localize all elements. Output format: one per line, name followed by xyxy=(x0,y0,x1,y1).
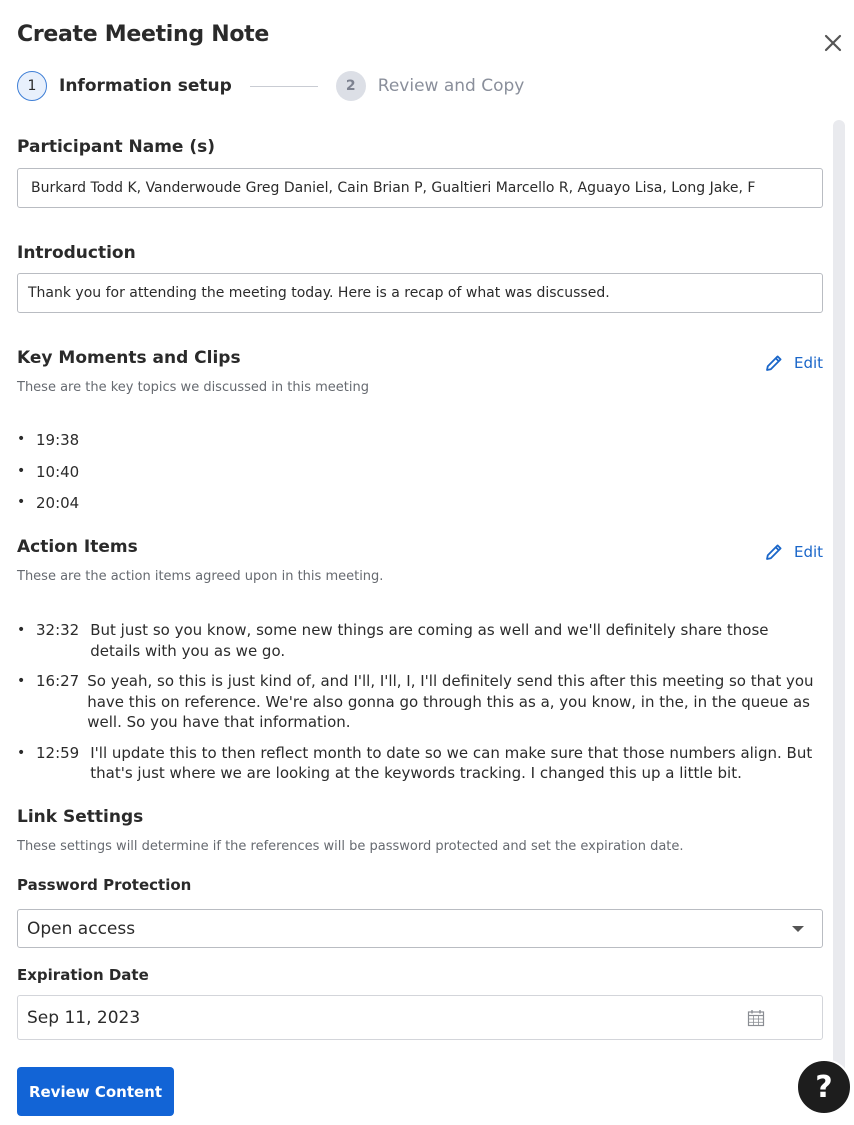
list-item[interactable]: • 10:40 xyxy=(17,462,80,481)
pencil-icon xyxy=(764,542,784,562)
step-1-number: 1 xyxy=(17,71,47,101)
action-timestamp: 16:27 xyxy=(36,672,80,690)
expiration-date-value: Sep 11, 2023 xyxy=(27,1007,141,1028)
step-2-label: Review and Copy xyxy=(377,76,525,96)
scrollbar[interactable] xyxy=(833,120,845,1080)
clip-timestamp: 20:04 xyxy=(36,494,80,512)
password-protection-value: Open access xyxy=(27,918,136,939)
link-settings-subtitle: These settings will determine if the references will be password protected and set the expiration date. xyxy=(17,839,684,854)
list-item[interactable]: • 12:59 I'll update this to then reflect month to date so we can make sure that those numbers align. But that's just where we are looking at the keywords tracking. I changed this up a little bit. xyxy=(17,743,817,784)
action-text: I'll update this to then reflect month to date so we can make sure that those numbers align. But that's just where we are looking at the keywords tracking. I changed this up a little bit. xyxy=(90,743,813,782)
action-items-edit-label: Edit xyxy=(794,543,824,561)
review-content-button[interactable]: Review Content xyxy=(17,1067,174,1116)
list-item[interactable]: • 32:32 But just so you know, some new things are coming as well and we'll definitely share those details with you as we go. xyxy=(17,620,817,661)
introduction-input[interactable]: Thank you for attending the meeting today. Here is a recap of what was discussed. xyxy=(17,273,823,313)
action-timestamp: 12:59 xyxy=(36,743,80,762)
step-2-number: 2 xyxy=(336,71,366,101)
dialog-title: Create Meeting Note xyxy=(17,22,269,47)
action-items-subtitle: These are the action items agreed upon in this meeting. xyxy=(17,569,384,584)
key-moments-edit-button[interactable] xyxy=(764,353,823,373)
clip-timestamp: 10:40 xyxy=(36,462,80,481)
pencil-icon xyxy=(764,353,784,373)
action-text: But just so you know, some new things are coming as well and we'll definitely share those details with you as we go. xyxy=(90,621,769,660)
password-protection-select[interactable] xyxy=(17,909,823,948)
list-item[interactable]: • 19:38 xyxy=(17,431,80,449)
key-moments-title: Key Moments and Clips xyxy=(17,348,241,368)
step-connector xyxy=(250,86,318,87)
action-items-list xyxy=(17,620,817,794)
list-item[interactable]: • 16:27 So yeah, so this is just kind of, and I'll, I'll, I, I'll definitely send this after this meeting so that you have this on reference. We're also gonna go through this as a, you know, in the, in the queue as well. So you have that information. xyxy=(17,671,817,733)
password-protection-label: Password Protection xyxy=(17,876,192,894)
introduction-label: Introduction xyxy=(17,243,136,263)
link-settings-title: Link Settings xyxy=(17,807,144,827)
list-item[interactable]: • 20:04 xyxy=(17,494,80,512)
expiration-date-label: Expiration Date xyxy=(17,966,149,984)
action-timestamp: 32:32 xyxy=(36,621,80,639)
action-items-title: Action Items xyxy=(17,537,138,557)
participants-label: Participant Name (s) xyxy=(17,137,216,157)
caret-down-icon xyxy=(791,924,805,934)
close-icon[interactable] xyxy=(820,30,846,56)
calendar-icon[interactable] xyxy=(747,1009,765,1027)
clip-timestamp: 19:38 xyxy=(36,431,80,449)
key-moments-subtitle: These are the key topics we discussed in this meeting xyxy=(17,380,369,395)
key-moments-list xyxy=(17,431,79,526)
action-items-edit-button[interactable] xyxy=(764,542,823,562)
participants-input[interactable]: Burkard Todd K, Vanderwoude Greg Daniel, Cain Brian P, Gualtieri Marcello R, Aguayo Lisa, Long Jake, F xyxy=(17,168,823,208)
stepper xyxy=(17,70,524,102)
step-1-label: Information setup xyxy=(59,76,232,96)
key-moments-edit-label: Edit xyxy=(794,354,824,372)
help-icon[interactable]: ? xyxy=(796,1059,852,1115)
expiration-date-input[interactable] xyxy=(17,995,823,1040)
action-text: So yeah, so this is just kind of, and I'll, I'll, I, I'll definitely send this after this meeting so that you have this on reference. We're also gonna go through this as a, you know, in the, in the queue as well. So you have that information. xyxy=(87,672,814,731)
